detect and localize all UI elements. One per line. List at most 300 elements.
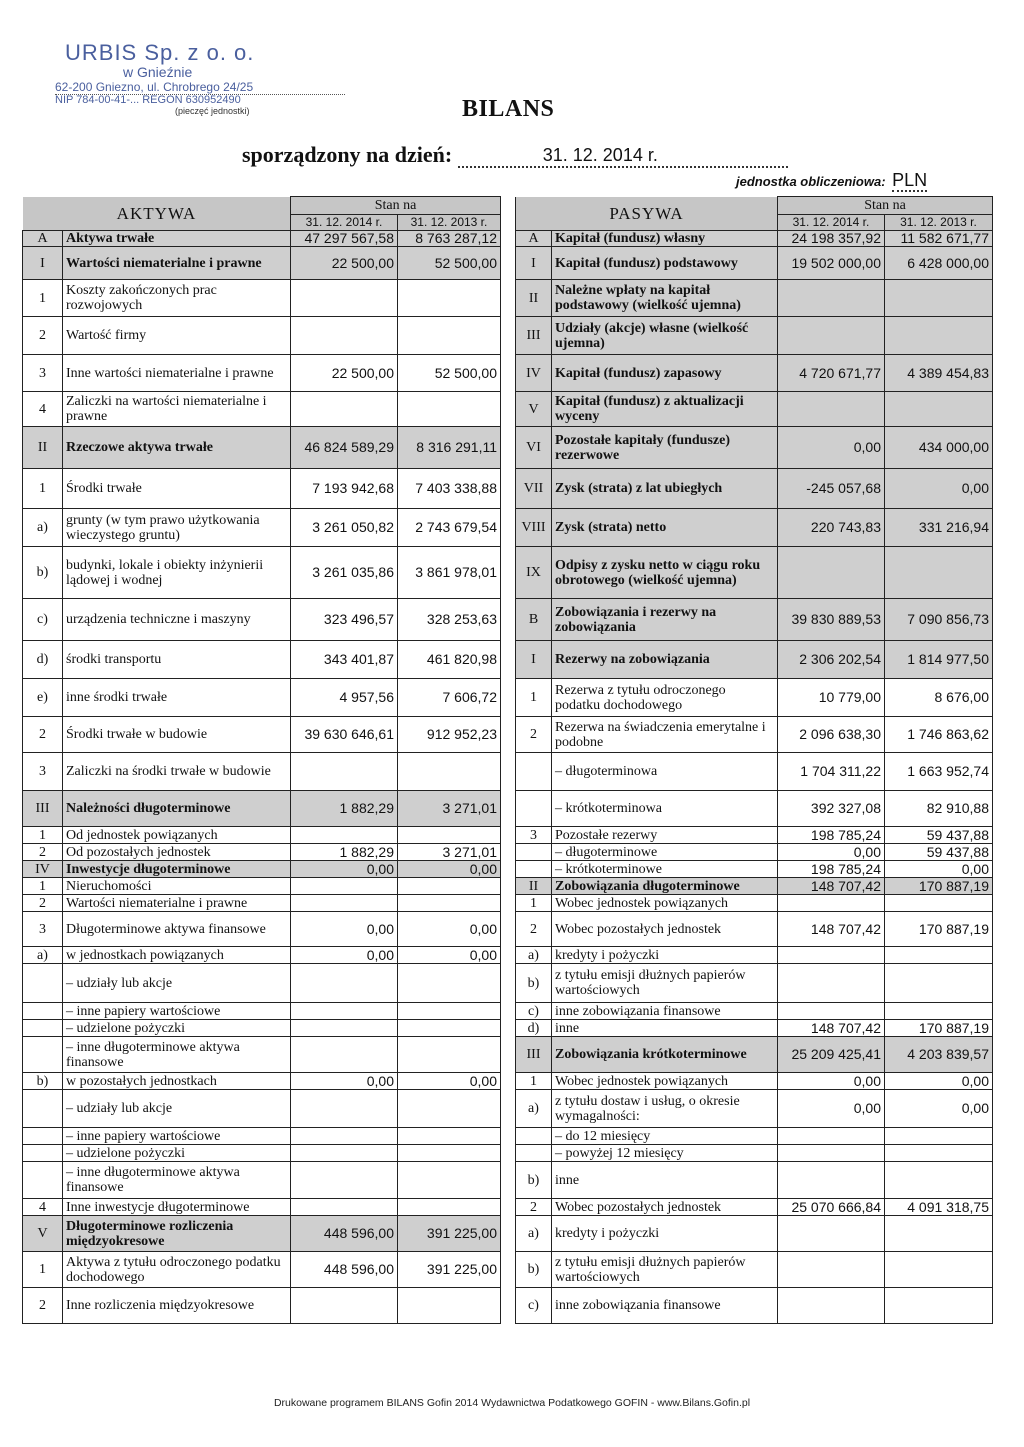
liability-row-label: Rezerwa z tytułu odroczonego podatku dochodowego xyxy=(552,679,778,717)
asset-row-number: 3 xyxy=(23,912,63,947)
liability-row-label: Zysk (strata) netto xyxy=(552,509,778,547)
liability-value-2014: 25 209 425,41 xyxy=(778,1037,885,1073)
asset-value-2013 xyxy=(398,280,501,317)
liability-row-label: Wobec pozostałych jednostek xyxy=(552,912,778,947)
asset-value-2013: 52 500,00 xyxy=(398,355,501,392)
asset-row xyxy=(23,844,501,861)
liability-row-number: 1 xyxy=(516,679,552,717)
unit-label: jednostka obliczeniowa: xyxy=(736,174,886,189)
liability-row xyxy=(516,509,993,547)
liability-value-2013 xyxy=(885,1145,993,1162)
asset-row-number: b) xyxy=(23,547,63,599)
liability-row-label: z tytułu emisji dłużnych papierów wartościowych xyxy=(552,964,778,1003)
liability-row-number: a) xyxy=(516,1090,552,1128)
asset-value-2014 xyxy=(291,280,398,317)
liability-row-label: Kapitał (fundusz) własny xyxy=(552,231,778,247)
liability-row xyxy=(516,317,993,355)
asset-row xyxy=(23,753,501,791)
liability-row-number xyxy=(516,844,552,861)
liability-row-label: inne xyxy=(552,1162,778,1199)
liability-row-number: 1 xyxy=(516,895,552,912)
liability-value-2013: 4 091 318,75 xyxy=(885,1199,993,1216)
liability-value-2013: 331 216,94 xyxy=(885,509,993,547)
liability-row xyxy=(516,1003,993,1020)
asset-value-2013 xyxy=(398,753,501,791)
liability-row xyxy=(516,1288,993,1324)
asset-row-number: a) xyxy=(23,947,63,964)
liability-value-2013 xyxy=(885,280,993,317)
asset-row-label: Długoterminowe rozliczenia międzyokresowe xyxy=(63,1216,291,1252)
asset-row-number: II xyxy=(23,427,63,469)
liability-row-number: B xyxy=(516,599,552,641)
asset-value-2014: 46 824 589,29 xyxy=(291,427,398,469)
liability-row-number: b) xyxy=(516,1252,552,1288)
asset-row-number: 2 xyxy=(23,895,63,912)
asset-row xyxy=(23,679,501,717)
liability-row-label: Kapitał (fundusz) podstawowy xyxy=(552,247,778,280)
date-line xyxy=(242,142,788,168)
liability-row xyxy=(516,1199,993,1216)
asset-row-number: A xyxy=(23,231,63,247)
asset-row-number: 1 xyxy=(23,280,63,317)
liability-value-2013: 0,00 xyxy=(885,469,993,509)
asset-row xyxy=(23,599,501,641)
liability-row-number: 2 xyxy=(516,1199,552,1216)
asset-value-2014 xyxy=(291,1288,398,1324)
liability-value-2014 xyxy=(778,317,885,355)
asset-row xyxy=(23,791,501,827)
asset-value-2013 xyxy=(398,1145,501,1162)
liability-value-2013: 4 389 454,83 xyxy=(885,355,993,392)
liability-value-2013: 82 910,88 xyxy=(885,791,993,827)
asset-row-label: Aktywa z tytułu odroczonego podatku dochodowego xyxy=(63,1252,291,1288)
asset-value-2014: 4 957,56 xyxy=(291,679,398,717)
asset-row-number: 4 xyxy=(23,392,63,427)
unit-value: PLN xyxy=(892,170,928,190)
asset-row-number: 2 xyxy=(23,844,63,861)
liability-value-2014: 0,00 xyxy=(778,427,885,469)
liability-value-2013 xyxy=(885,947,993,964)
liability-value-2014 xyxy=(778,1128,885,1145)
asset-row-label: – inne długoterminowe aktywa finansowe xyxy=(63,1037,291,1073)
liability-row-label: – krótkoterminowe xyxy=(552,861,778,878)
asset-value-2013: 7 403 338,88 xyxy=(398,469,501,509)
asset-value-2014: 1 882,29 xyxy=(291,844,398,861)
liability-row xyxy=(516,1073,993,1090)
liability-value-2014: 24 198 357,92 xyxy=(778,231,885,247)
liability-value-2014 xyxy=(778,1145,885,1162)
col-header-2014: 31. 12. 2014 r. xyxy=(291,215,398,231)
asset-row-number: 2 xyxy=(23,317,63,355)
asset-row xyxy=(23,247,501,280)
asset-value-2013: 52 500,00 xyxy=(398,247,501,280)
asset-row-number xyxy=(23,964,63,1003)
asset-value-2013 xyxy=(398,1288,501,1324)
asset-row xyxy=(23,1020,501,1037)
liability-row xyxy=(516,861,993,878)
liability-value-2014 xyxy=(778,547,885,599)
liability-row-label: inne zobowiązania finansowe xyxy=(552,1288,778,1324)
asset-value-2013: 3 861 978,01 xyxy=(398,547,501,599)
asset-value-2014: 323 496,57 xyxy=(291,599,398,641)
liability-row-number: VIII xyxy=(516,509,552,547)
liability-row-number: III xyxy=(516,317,552,355)
liability-value-2014 xyxy=(778,392,885,427)
liability-value-2014 xyxy=(778,1252,885,1288)
liability-row-number: c) xyxy=(516,1288,552,1324)
liability-value-2014: 10 779,00 xyxy=(778,679,885,717)
liability-row-label: Wobec pozostałych jednostek xyxy=(552,1199,778,1216)
asset-row-number xyxy=(23,1145,63,1162)
liability-row-number: V xyxy=(516,392,552,427)
asset-value-2013 xyxy=(398,392,501,427)
asset-row-label: – inne papiery wartościowe xyxy=(63,1128,291,1145)
liability-value-2014: -245 057,68 xyxy=(778,469,885,509)
asset-row-label: Inwestycje długoterminowe xyxy=(63,861,291,878)
liability-value-2014: 148 707,42 xyxy=(778,912,885,947)
liability-row-number: II xyxy=(516,878,552,895)
liability-row-number: IX xyxy=(516,547,552,599)
asset-row-label: inne środki trwałe xyxy=(63,679,291,717)
asset-row-number xyxy=(23,1162,63,1199)
asset-row xyxy=(23,717,501,753)
liability-value-2013: 4 203 839,57 xyxy=(885,1037,993,1073)
liability-row xyxy=(516,753,993,791)
asset-row xyxy=(23,964,501,1003)
asset-row-label: Koszty zakończonych prac rozwojowych xyxy=(63,280,291,317)
liability-value-2014: 220 743,83 xyxy=(778,509,885,547)
liability-row-label: Zysk (strata) z lat ubiegłych xyxy=(552,469,778,509)
liability-value-2013: 11 582 671,77 xyxy=(885,231,993,247)
asset-value-2014: 3 261 050,82 xyxy=(291,509,398,547)
assets-body xyxy=(23,231,501,1324)
asset-value-2013 xyxy=(398,1162,501,1199)
asset-value-2014 xyxy=(291,1003,398,1020)
asset-value-2013: 3 271,01 xyxy=(398,844,501,861)
liability-row-label: Rezerwy na zobowiązania xyxy=(552,641,778,679)
asset-row-label: budynki, lokale i obiekty inżynierii lądowej i wodnej xyxy=(63,547,291,599)
liability-row-label: Wobec jednostek powiązanych xyxy=(552,895,778,912)
asset-row-label: Wartość firmy xyxy=(63,317,291,355)
liability-row xyxy=(516,547,993,599)
liability-value-2014 xyxy=(778,280,885,317)
liability-value-2014 xyxy=(778,947,885,964)
liability-row-number xyxy=(516,1145,552,1162)
asset-row-label: – udzielone pożyczki xyxy=(63,1145,291,1162)
asset-row-label: Inne inwestycje długoterminowe xyxy=(63,1199,291,1216)
liability-row-number: a) xyxy=(516,1216,552,1252)
liability-row xyxy=(516,844,993,861)
liability-row-label: – do 12 miesięcy xyxy=(552,1128,778,1145)
asset-row-label: Inne rozliczenia międzyokresowe xyxy=(63,1288,291,1324)
liability-row xyxy=(516,1037,993,1073)
asset-value-2014 xyxy=(291,1090,398,1128)
company-stamp xyxy=(55,40,355,116)
asset-value-2014 xyxy=(291,753,398,791)
asset-row-label: Od pozostałych jednostek xyxy=(63,844,291,861)
asset-row-label: w pozostałych jednostkach xyxy=(63,1073,291,1090)
liability-row xyxy=(516,717,993,753)
liabilities-header: PASYWA xyxy=(516,197,778,231)
col-header-2014: 31. 12. 2014 r. xyxy=(778,215,885,231)
liability-row-label: Udziały (akcje) własne (wielkość ujemna) xyxy=(552,317,778,355)
liability-row xyxy=(516,1252,993,1288)
liability-row-number: b) xyxy=(516,964,552,1003)
asset-row xyxy=(23,878,501,895)
stamp-address: 62-200 Gniezno, ul. Chrobrego 24/25 xyxy=(55,80,345,95)
asset-row xyxy=(23,1128,501,1145)
liability-row xyxy=(516,1020,993,1037)
liability-row-label: inne zobowiązania finansowe xyxy=(552,1003,778,1020)
asset-row xyxy=(23,231,501,247)
asset-value-2014 xyxy=(291,1145,398,1162)
col-header-2013: 31. 12. 2013 r. xyxy=(398,215,501,231)
liability-value-2013: 434 000,00 xyxy=(885,427,993,469)
asset-row xyxy=(23,469,501,509)
asset-value-2014 xyxy=(291,827,398,844)
asset-row-number: IV xyxy=(23,861,63,878)
asset-row-label: – inne długoterminowe aktywa finansowe xyxy=(63,1162,291,1199)
liability-value-2013: 59 437,88 xyxy=(885,827,993,844)
asset-row xyxy=(23,355,501,392)
liability-value-2014 xyxy=(778,1003,885,1020)
asset-row-number: V xyxy=(23,1216,63,1252)
asset-row-label: Aktywa trwałe xyxy=(63,231,291,247)
asset-row-label: Środki trwałe w budowie xyxy=(63,717,291,753)
asset-value-2014: 22 500,00 xyxy=(291,355,398,392)
liability-value-2013 xyxy=(885,964,993,1003)
liability-row-label: Rezerwa na świadczenia emerytalne i podobne xyxy=(552,717,778,753)
liability-row-label: Wobec jednostek powiązanych xyxy=(552,1073,778,1090)
asset-row xyxy=(23,1162,501,1199)
asset-row xyxy=(23,317,501,355)
stamp-company-name: URBIS Sp. z o. o. xyxy=(65,40,255,65)
unit-line xyxy=(736,170,927,191)
asset-value-2013: 0,00 xyxy=(398,861,501,878)
liability-row xyxy=(516,231,993,247)
asset-row-label: Należności długoterminowe xyxy=(63,791,291,827)
asset-value-2014 xyxy=(291,964,398,1003)
liability-value-2014: 2 096 638,30 xyxy=(778,717,885,753)
asset-row-label: – udziały lub akcje xyxy=(63,964,291,1003)
asset-row-label: urządzenia techniczne i maszyny xyxy=(63,599,291,641)
asset-row xyxy=(23,392,501,427)
asset-value-2014 xyxy=(291,1037,398,1073)
asset-row xyxy=(23,947,501,964)
liability-value-2014 xyxy=(778,1216,885,1252)
asset-row xyxy=(23,1003,501,1020)
asset-value-2013: 0,00 xyxy=(398,912,501,947)
balance-date: 31. 12. 2014 r. xyxy=(542,145,658,165)
liability-row-label: Zobowiązania krótkoterminowe xyxy=(552,1037,778,1073)
liability-row-number: III xyxy=(516,1037,552,1073)
liabilities-body xyxy=(516,231,993,1324)
prepared-label: sporządzony na dzień: xyxy=(242,142,453,167)
asset-row xyxy=(23,1090,501,1128)
asset-row-label: Nieruchomości xyxy=(63,878,291,895)
stamp-label: (pieczęć jednostki) xyxy=(175,106,250,116)
liability-row-label: kredyty i pożyczki xyxy=(552,1216,778,1252)
asset-row xyxy=(23,427,501,469)
liability-row xyxy=(516,280,993,317)
liability-value-2013 xyxy=(885,547,993,599)
asset-value-2014: 0,00 xyxy=(291,1073,398,1090)
asset-row-label: Rzeczowe aktywa trwałe xyxy=(63,427,291,469)
date-field xyxy=(458,144,788,168)
liability-value-2014: 2 306 202,54 xyxy=(778,641,885,679)
asset-value-2014: 39 630 646,61 xyxy=(291,717,398,753)
liability-row xyxy=(516,599,993,641)
liability-row-label: Pozostałe rezerwy xyxy=(552,827,778,844)
liability-value-2013: 7 090 856,73 xyxy=(885,599,993,641)
asset-row-label: środki transportu xyxy=(63,641,291,679)
asset-row xyxy=(23,280,501,317)
asset-value-2013: 391 225,00 xyxy=(398,1216,501,1252)
asset-row-number: III xyxy=(23,791,63,827)
asset-row xyxy=(23,1073,501,1090)
asset-value-2013: 7 606,72 xyxy=(398,679,501,717)
liability-row-number: b) xyxy=(516,1162,552,1199)
asset-value-2013 xyxy=(398,1037,501,1073)
asset-row-number xyxy=(23,1037,63,1073)
liability-row-label: – powyżej 12 miesięcy xyxy=(552,1145,778,1162)
liability-row-label: Odpisy z zysku netto w ciągu roku obrotowego (wielkość ujemna) xyxy=(552,547,778,599)
stamp-nip: NIP 784-00-41-... REGON 630952490 xyxy=(55,94,241,106)
asset-row xyxy=(23,1037,501,1073)
liability-value-2013: 59 437,88 xyxy=(885,844,993,861)
liability-row-number xyxy=(516,1128,552,1145)
asset-value-2014: 343 401,87 xyxy=(291,641,398,679)
asset-row-label: Od jednostek powiązanych xyxy=(63,827,291,844)
asset-value-2013: 3 271,01 xyxy=(398,791,501,827)
liability-row xyxy=(516,1090,993,1128)
liability-row-number: 2 xyxy=(516,912,552,947)
asset-row-number: b) xyxy=(23,1073,63,1090)
liability-row-label: inne xyxy=(552,1020,778,1037)
asset-value-2013: 391 225,00 xyxy=(398,1252,501,1288)
liability-row-label: Kapitał (fundusz) zapasowy xyxy=(552,355,778,392)
liability-row-label: z tytułu emisji dłużnych papierów wartościowych xyxy=(552,1252,778,1288)
asset-value-2013 xyxy=(398,1128,501,1145)
liability-row-label: Pozostałe kapitały (fundusze) rezerwowe xyxy=(552,427,778,469)
liability-value-2013: 8 676,00 xyxy=(885,679,993,717)
asset-row-label: Środki trwałe xyxy=(63,469,291,509)
asset-value-2014: 1 882,29 xyxy=(291,791,398,827)
liability-value-2013: 0,00 xyxy=(885,861,993,878)
liability-row xyxy=(516,1162,993,1199)
asset-value-2014: 0,00 xyxy=(291,912,398,947)
liability-value-2014 xyxy=(778,964,885,1003)
liability-row-number: II xyxy=(516,280,552,317)
liability-row xyxy=(516,1216,993,1252)
liability-value-2013: 1 663 952,74 xyxy=(885,753,993,791)
liability-row-number xyxy=(516,753,552,791)
liability-value-2013: 0,00 xyxy=(885,1073,993,1090)
liability-row-number: c) xyxy=(516,1003,552,1020)
liability-value-2014: 148 707,42 xyxy=(778,878,885,895)
asset-value-2013 xyxy=(398,964,501,1003)
asset-row-number: 3 xyxy=(23,753,63,791)
asset-row xyxy=(23,1252,501,1288)
asset-value-2014: 7 193 942,68 xyxy=(291,469,398,509)
liability-row-number: IV xyxy=(516,355,552,392)
asset-value-2014 xyxy=(291,1162,398,1199)
asset-value-2013: 912 952,23 xyxy=(398,717,501,753)
asset-row xyxy=(23,1216,501,1252)
liability-value-2014: 4 720 671,77 xyxy=(778,355,885,392)
liability-value-2014 xyxy=(778,1288,885,1324)
asset-value-2014: 0,00 xyxy=(291,947,398,964)
liability-value-2014: 0,00 xyxy=(778,844,885,861)
asset-row-label: w jednostkach powiązanych xyxy=(63,947,291,964)
liability-row-number: I xyxy=(516,641,552,679)
asset-value-2013 xyxy=(398,1003,501,1020)
asset-row xyxy=(23,861,501,878)
asset-row-label: – inne papiery wartościowe xyxy=(63,1003,291,1020)
asset-row-number: I xyxy=(23,247,63,280)
liability-value-2014 xyxy=(778,895,885,912)
asset-value-2013: 8 316 291,11 xyxy=(398,427,501,469)
liability-row-label: – długoterminowe xyxy=(552,844,778,861)
asset-row-number xyxy=(23,1090,63,1128)
liability-row xyxy=(516,947,993,964)
asset-value-2014: 47 297 567,58 xyxy=(291,231,398,247)
liability-value-2013: 170 887,19 xyxy=(885,878,993,895)
asset-row-number: 1 xyxy=(23,469,63,509)
asset-value-2013 xyxy=(398,1020,501,1037)
liability-value-2014: 1 704 311,22 xyxy=(778,753,885,791)
asset-row-number: 1 xyxy=(23,878,63,895)
asset-value-2014 xyxy=(291,895,398,912)
asset-value-2014 xyxy=(291,317,398,355)
liability-value-2013: 170 887,19 xyxy=(885,912,993,947)
liability-row-number: 2 xyxy=(516,717,552,753)
liability-value-2014: 39 830 889,53 xyxy=(778,599,885,641)
asset-value-2013 xyxy=(398,317,501,355)
liability-row-number xyxy=(516,791,552,827)
liability-value-2013: 170 887,19 xyxy=(885,1020,993,1037)
asset-row-number: 1 xyxy=(23,827,63,844)
liability-value-2013: 1 746 863,62 xyxy=(885,717,993,753)
asset-value-2014 xyxy=(291,392,398,427)
liability-value-2013 xyxy=(885,1003,993,1020)
liability-row xyxy=(516,469,993,509)
liability-value-2014: 19 502 000,00 xyxy=(778,247,885,280)
asset-value-2014: 448 596,00 xyxy=(291,1216,398,1252)
liability-value-2013 xyxy=(885,1216,993,1252)
liability-row-label: – długoterminowa xyxy=(552,753,778,791)
footer-note: Drukowane programem BILANS Gofin 2014 Wydawnictwa Podatkowego GOFIN - www.Bilans.Gofin.pl xyxy=(273,1397,751,1409)
stan-na-header: Stan na xyxy=(778,197,993,215)
liability-row xyxy=(516,355,993,392)
liability-value-2013 xyxy=(885,1128,993,1145)
asset-value-2013 xyxy=(398,827,501,844)
stan-na-header: Stan na xyxy=(291,197,501,215)
asset-value-2013: 2 743 679,54 xyxy=(398,509,501,547)
asset-value-2013: 328 253,63 xyxy=(398,599,501,641)
liability-row-number: 1 xyxy=(516,1073,552,1090)
liability-row xyxy=(516,895,993,912)
asset-row-number xyxy=(23,1020,63,1037)
liability-value-2013 xyxy=(885,1288,993,1324)
asset-value-2013 xyxy=(398,1090,501,1128)
liability-value-2014: 392 327,08 xyxy=(778,791,885,827)
liability-row-number: d) xyxy=(516,1020,552,1037)
liability-row xyxy=(516,641,993,679)
liability-value-2013: 1 814 977,50 xyxy=(885,641,993,679)
liability-value-2014: 25 070 666,84 xyxy=(778,1199,885,1216)
liability-row-number: I xyxy=(516,247,552,280)
